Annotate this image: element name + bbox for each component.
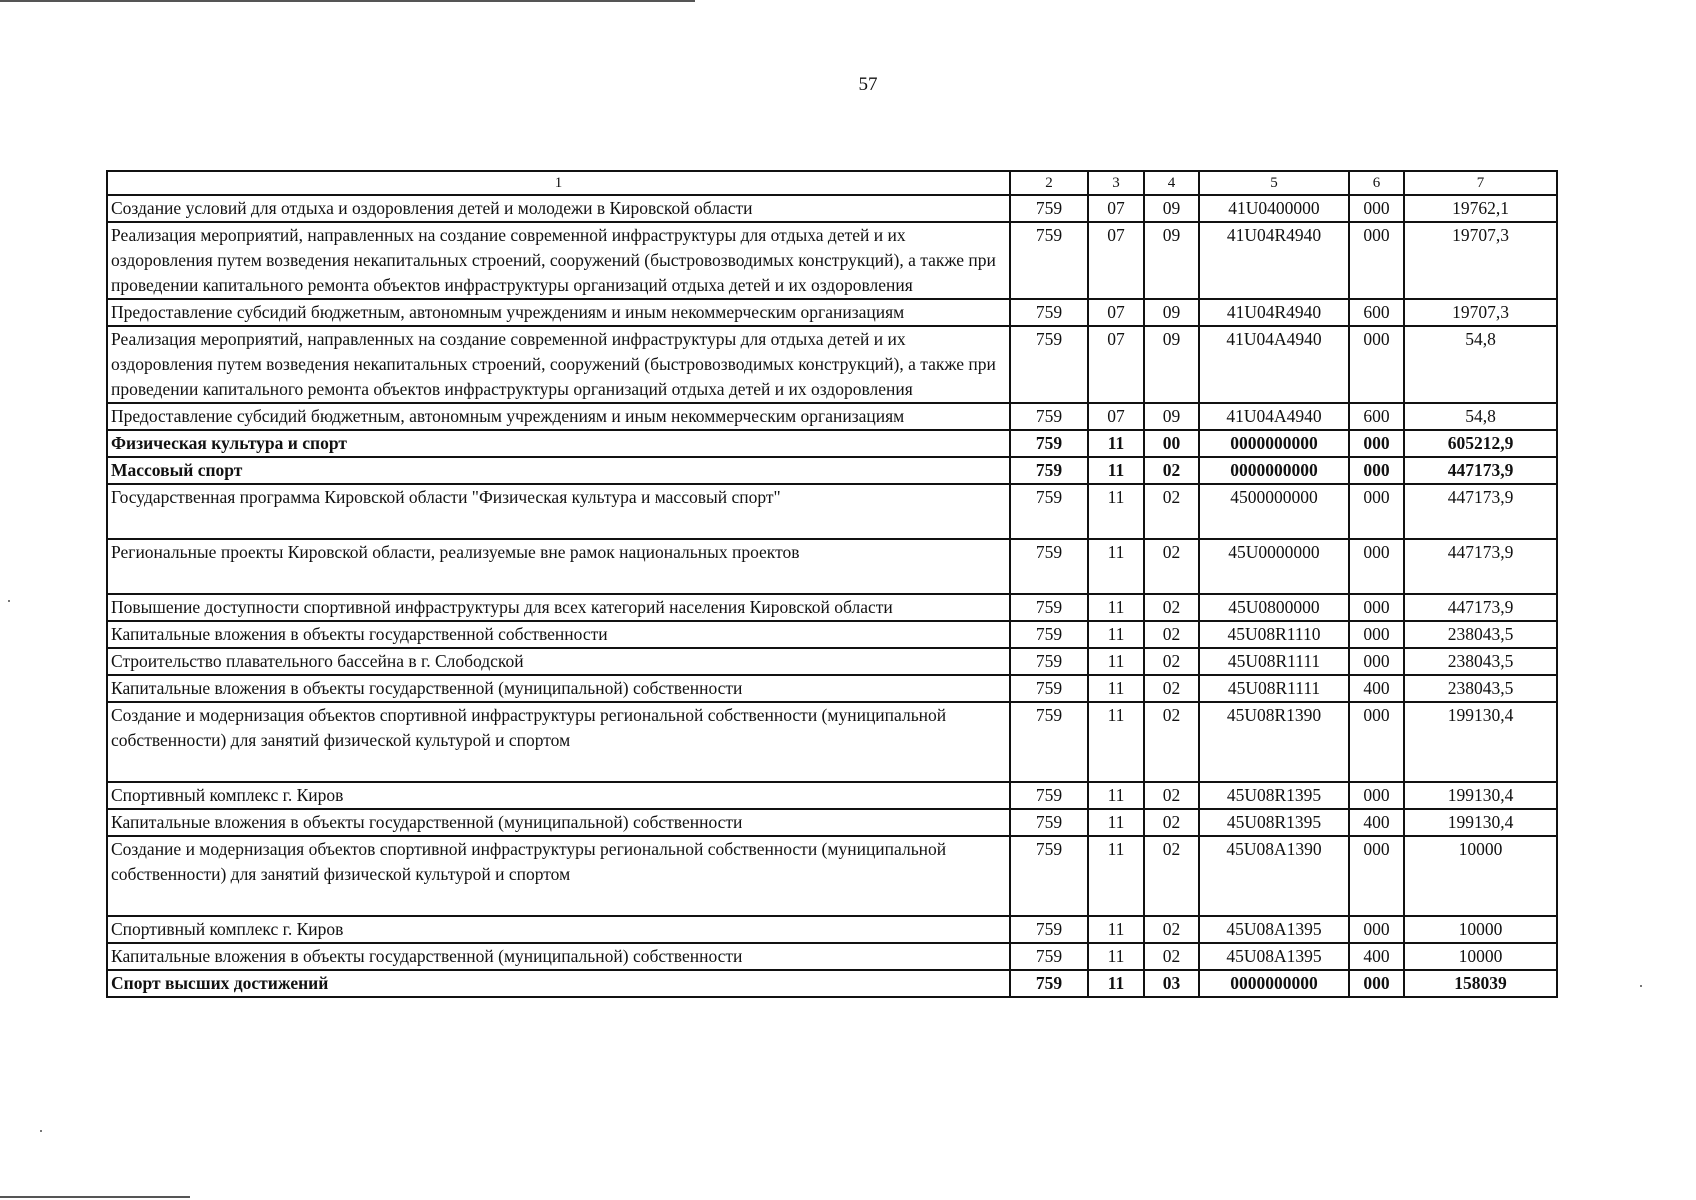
section-code: 11 [1088, 970, 1144, 997]
target-article-code: 45U08A1395 [1199, 916, 1349, 943]
column-header-4: 4 [1144, 171, 1199, 195]
amount: 447173,9 [1404, 484, 1557, 539]
row-name: Физическая культура и спорт [107, 430, 1010, 457]
row-name: Региональные проекты Кировской области, реализуемые вне рамок национальных проектов [107, 539, 1010, 594]
row-name: Предоставление субсидий бюджетным, автономным учреждениям и иным некоммерческим организациям [107, 299, 1010, 326]
expense-type-code: 600 [1349, 299, 1404, 326]
table-row [107, 943, 1557, 970]
expense-type-code: 000 [1349, 648, 1404, 675]
admin-code: 759 [1010, 782, 1088, 809]
section-code: 11 [1088, 648, 1144, 675]
amount: 238043,5 [1404, 675, 1557, 702]
target-article-code: 45U08R1395 [1199, 782, 1349, 809]
column-header-6: 6 [1349, 171, 1404, 195]
amount: 199130,4 [1404, 809, 1557, 836]
expense-type-code: 000 [1349, 970, 1404, 997]
subsection-code: 02 [1144, 836, 1199, 916]
target-article-code: 41U0400000 [1199, 195, 1349, 222]
row-name: Спортивный комплекс г. Киров [107, 782, 1010, 809]
scan-speck [40, 1130, 42, 1132]
subsection-code: 09 [1144, 299, 1199, 326]
target-article-code: 0000000000 [1199, 970, 1349, 997]
amount: 19707,3 [1404, 299, 1557, 326]
target-article-code: 45U08R1111 [1199, 675, 1349, 702]
row-name: Создание условий для отдыха и оздоровления детей и молодежи в Кировской области [107, 195, 1010, 222]
admin-code: 759 [1010, 484, 1088, 539]
admin-code: 759 [1010, 430, 1088, 457]
amount: 238043,5 [1404, 648, 1557, 675]
page-number: 57 [858, 74, 878, 95]
table-row [107, 648, 1557, 675]
expense-type-code: 000 [1349, 484, 1404, 539]
target-article-code: 41U04A4940 [1199, 403, 1349, 430]
subsection-code: 03 [1144, 970, 1199, 997]
table-row [107, 430, 1557, 457]
amount: 54,8 [1404, 326, 1557, 403]
subsection-code: 09 [1144, 222, 1199, 299]
section-code: 11 [1088, 782, 1144, 809]
subsection-code: 02 [1144, 594, 1199, 621]
scan-edge-line-bottom [0, 1196, 190, 1198]
target-article-code: 45U08R1111 [1199, 648, 1349, 675]
amount: 19707,3 [1404, 222, 1557, 299]
table-row [107, 195, 1557, 222]
column-header-3: 3 [1088, 171, 1144, 195]
table-row [107, 403, 1557, 430]
row-name: Капитальные вложения в объекты государственной (муниципальной) собственности [107, 809, 1010, 836]
column-header-2: 2 [1010, 171, 1088, 195]
row-name: Государственная программа Кировской области "Физическая культура и массовый спорт" [107, 484, 1010, 539]
target-article-code: 45U08R1390 [1199, 702, 1349, 782]
target-article-code: 4500000000 [1199, 484, 1349, 539]
scan-speck [1640, 985, 1642, 987]
section-code: 07 [1088, 195, 1144, 222]
section-code: 11 [1088, 621, 1144, 648]
row-name: Создание и модернизация объектов спортивной инфраструктуры региональной собственности (муниципальной собственности) для занятий физической культурой и спортом [107, 702, 1010, 782]
table-row [107, 326, 1557, 403]
target-article-code: 0000000000 [1199, 430, 1349, 457]
table-row [107, 484, 1557, 539]
scan-edge-line-top [0, 0, 695, 2]
table-row [107, 594, 1557, 621]
admin-code: 759 [1010, 299, 1088, 326]
expense-type-code: 000 [1349, 195, 1404, 222]
section-code: 11 [1088, 430, 1144, 457]
target-article-code: 45U08A1395 [1199, 943, 1349, 970]
subsection-code: 02 [1144, 484, 1199, 539]
expense-type-code: 400 [1349, 675, 1404, 702]
subsection-code: 02 [1144, 675, 1199, 702]
admin-code: 759 [1010, 702, 1088, 782]
admin-code: 759 [1010, 809, 1088, 836]
amount: 447173,9 [1404, 457, 1557, 484]
amount: 199130,4 [1404, 782, 1557, 809]
row-name: Повышение доступности спортивной инфраструктуры для всех категорий населения Кировской области [107, 594, 1010, 621]
admin-code: 759 [1010, 403, 1088, 430]
subsection-code: 09 [1144, 403, 1199, 430]
amount: 10000 [1404, 943, 1557, 970]
table-row [107, 702, 1557, 782]
target-article-code: 45U08R1110 [1199, 621, 1349, 648]
table-header-row [107, 171, 1557, 195]
table-row [107, 457, 1557, 484]
section-code: 11 [1088, 539, 1144, 594]
row-name: Капитальные вложения в объекты государственной собственности [107, 621, 1010, 648]
row-name: Реализация мероприятий, направленных на создание современной инфраструктуры для отдыха детей и их оздоровления путем возведения некапитальных строений, сооружений (быстровозводимых конструкций), а также при проведении капитального ремонта объектов инфраструктуры организаций отдыха детей и их оздоровления [107, 222, 1010, 299]
amount: 605212,9 [1404, 430, 1557, 457]
target-article-code: 45U08R1395 [1199, 809, 1349, 836]
expense-type-code: 000 [1349, 621, 1404, 648]
table-row [107, 222, 1557, 299]
subsection-code: 02 [1144, 782, 1199, 809]
budget-table [106, 170, 1558, 998]
expense-type-code: 000 [1349, 782, 1404, 809]
table-row [107, 539, 1557, 594]
amount: 238043,5 [1404, 621, 1557, 648]
scan-speck [8, 600, 10, 602]
subsection-code: 02 [1144, 621, 1199, 648]
admin-code: 759 [1010, 648, 1088, 675]
row-name: Капитальные вложения в объекты государственной (муниципальной) собственности [107, 943, 1010, 970]
column-header-1: 1 [107, 171, 1010, 195]
admin-code: 759 [1010, 970, 1088, 997]
table-row [107, 621, 1557, 648]
target-article-code: 41U04R4940 [1199, 299, 1349, 326]
section-code: 11 [1088, 594, 1144, 621]
table-row [107, 809, 1557, 836]
table-row [107, 782, 1557, 809]
expense-type-code: 000 [1349, 222, 1404, 299]
section-code: 11 [1088, 809, 1144, 836]
admin-code: 759 [1010, 326, 1088, 403]
subsection-code: 02 [1144, 648, 1199, 675]
section-code: 07 [1088, 326, 1144, 403]
section-code: 11 [1088, 943, 1144, 970]
subsection-code: 02 [1144, 539, 1199, 594]
section-code: 07 [1088, 222, 1144, 299]
expense-type-code: 000 [1349, 916, 1404, 943]
subsection-code: 00 [1144, 430, 1199, 457]
column-header-5: 5 [1199, 171, 1349, 195]
section-code: 07 [1088, 299, 1144, 326]
admin-code: 759 [1010, 836, 1088, 916]
admin-code: 759 [1010, 916, 1088, 943]
admin-code: 759 [1010, 222, 1088, 299]
amount: 447173,9 [1404, 594, 1557, 621]
row-name: Массовый спорт [107, 457, 1010, 484]
admin-code: 759 [1010, 594, 1088, 621]
section-code: 11 [1088, 836, 1144, 916]
subsection-code: 09 [1144, 195, 1199, 222]
table-row [107, 299, 1557, 326]
row-name: Спорт высших достижений [107, 970, 1010, 997]
row-name: Строительство плавательного бассейна в г. Слободской [107, 648, 1010, 675]
target-article-code: 41U04A4940 [1199, 326, 1349, 403]
target-article-code: 45U0000000 [1199, 539, 1349, 594]
table-row [107, 836, 1557, 916]
subsection-code: 02 [1144, 943, 1199, 970]
row-name: Реализация мероприятий, направленных на создание современной инфраструктуры для отдыха детей и их оздоровления путем возведения некапитальных строений, сооружений (быстровозводимых конструкций), а также при проведении капитального ремонта объектов инфраструктуры организаций отдыха детей и их оздоровления [107, 326, 1010, 403]
expense-type-code: 000 [1349, 702, 1404, 782]
row-name: Предоставление субсидий бюджетным, автономным учреждениям и иным некоммерческим организациям [107, 403, 1010, 430]
admin-code: 759 [1010, 943, 1088, 970]
admin-code: 759 [1010, 539, 1088, 594]
subsection-code: 02 [1144, 457, 1199, 484]
expense-type-code: 000 [1349, 836, 1404, 916]
table-row [107, 970, 1557, 997]
expense-type-code: 600 [1349, 403, 1404, 430]
subsection-code: 02 [1144, 809, 1199, 836]
section-code: 11 [1088, 702, 1144, 782]
admin-code: 759 [1010, 457, 1088, 484]
section-code: 11 [1088, 484, 1144, 539]
subsection-code: 09 [1144, 326, 1199, 403]
amount: 54,8 [1404, 403, 1557, 430]
section-code: 11 [1088, 457, 1144, 484]
target-article-code: 45U0800000 [1199, 594, 1349, 621]
expense-type-code: 000 [1349, 539, 1404, 594]
expense-type-code: 400 [1349, 943, 1404, 970]
target-article-code: 0000000000 [1199, 457, 1349, 484]
amount: 199130,4 [1404, 702, 1557, 782]
row-name: Спортивный комплекс г. Киров [107, 916, 1010, 943]
row-name: Создание и модернизация объектов спортивной инфраструктуры региональной собственности (муниципальной собственности) для занятий физической культурой и спортом [107, 836, 1010, 916]
expense-type-code: 000 [1349, 594, 1404, 621]
row-name: Капитальные вложения в объекты государственной (муниципальной) собственности [107, 675, 1010, 702]
amount: 447173,9 [1404, 539, 1557, 594]
amount: 10000 [1404, 836, 1557, 916]
table-row [107, 675, 1557, 702]
expense-type-code: 000 [1349, 457, 1404, 484]
expense-type-code: 000 [1349, 326, 1404, 403]
amount: 158039 [1404, 970, 1557, 997]
admin-code: 759 [1010, 195, 1088, 222]
expense-type-code: 000 [1349, 430, 1404, 457]
section-code: 11 [1088, 916, 1144, 943]
subsection-code: 02 [1144, 916, 1199, 943]
target-article-code: 45U08A1390 [1199, 836, 1349, 916]
section-code: 11 [1088, 675, 1144, 702]
target-article-code: 41U04R4940 [1199, 222, 1349, 299]
admin-code: 759 [1010, 675, 1088, 702]
table-row [107, 916, 1557, 943]
subsection-code: 02 [1144, 702, 1199, 782]
column-header-7: 7 [1404, 171, 1557, 195]
amount: 10000 [1404, 916, 1557, 943]
section-code: 07 [1088, 403, 1144, 430]
expense-type-code: 400 [1349, 809, 1404, 836]
admin-code: 759 [1010, 621, 1088, 648]
amount: 19762,1 [1404, 195, 1557, 222]
